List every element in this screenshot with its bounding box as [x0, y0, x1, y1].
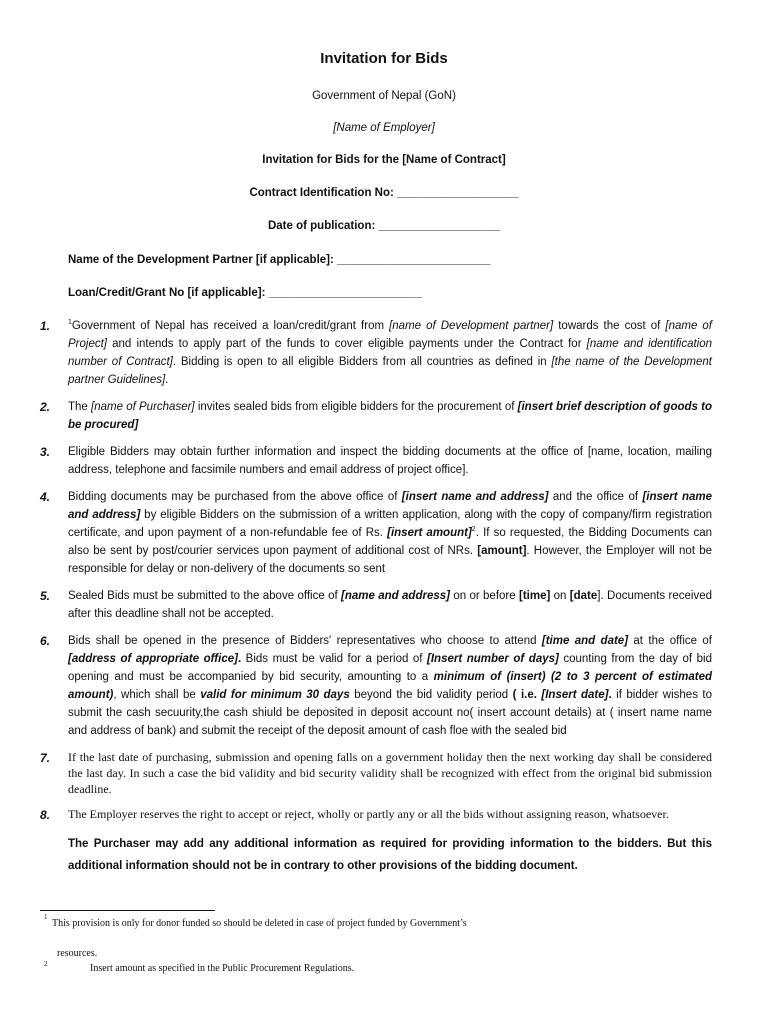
item-number: 6.: [40, 634, 51, 648]
footnote-1-text: This provision is only for donor funded so should be deleted in case of project funded by Government’s: [52, 918, 467, 929]
item-number: 8.: [40, 808, 51, 822]
footnote-divider: [40, 910, 215, 911]
document-title: Invitation for Bids: [320, 50, 448, 67]
item-text: Sealed Bids must be submitted to the above office of [name and address] on or before [time] on [date]. Documents received after this deadline shall not be accepted.: [68, 590, 712, 620]
item-number: 7.: [40, 751, 51, 765]
footnote-1-continued: resources.: [57, 948, 98, 959]
item-number: 4.: [40, 490, 51, 504]
footnote-2-mark: 2: [44, 960, 48, 968]
numbered-items: [40, 317, 712, 877]
loan-number-line: Loan/Credit/Grant No [if applicable]: ________________________: [68, 287, 423, 299]
item-8: [40, 806, 712, 824]
item-text: $^1$Government of Nepal has received a loan/credit/grant from [name of Development partner] towards the cost of [name of Project] and intends to apply part of the funds to cover eligible payments under the Contract for [name and identification number of Contract]. Bidding is open to all eligible Bidders from all countries as defined in [the name of the Development partner Guidelines].: [68, 319, 713, 386]
contract-id-line: Contract Identification No: ___________________: [249, 187, 519, 199]
item-text: Eligible Bidders may obtain further information and inspect the bidding documents at the office of [name, location, mailing address, telephone and facsimile numbers and email address of project office].: [68, 446, 712, 476]
item-3: [40, 443, 712, 479]
item-text: Bids shall be opened in the presence of Bidders' representatives who choose to attend [time and date] at the office of [address of appropriate office]. Bids must be valid for a period of [Insert number of days] counting from the day of bid opening and must be accompanied by bid security, amounting to a minimum of (insert) (2 to 3 percent of estimated amount), which shall be valid for minimum 30 days beyond the bid validity period ( i.e. [Insert date]. if bidder wishes to submit the cash secuurity,the cash shiuld be deposited in deposit account no( insert account details) at ( insert name name and address of bank) and submit the receipt of the deposit amount of cash floe with the sealed bid: [68, 635, 712, 737]
government-name: Government of Nepal (GoN): [312, 90, 456, 102]
item-2: [40, 398, 712, 434]
item-text: The [name of Purchaser] invites sealed bids from eligible bidders for the procurement of [insert brief description of goods to be procured]: [68, 401, 712, 431]
item-text: The Employer reserves the right to accept or reject, wholly or partly any or all the bids without assigning reason, whatsoever.: [68, 807, 669, 821]
item-number: 3.: [40, 445, 51, 459]
additional-information: The Purchaser may add any additional information as required for providing information to the bidders. But this additional information should not be in contrary to other provisions of the bidding document.: [68, 838, 712, 872]
ifb-contract-heading: Invitation for Bids for the [Name of Contract]: [262, 154, 506, 166]
item-text: Bidding documents may be purchased from the above office of [insert name and address] and the office of [insert name and address] by eligible Bidders on the submission of a written application, along with the copy of company/firm registration certificate, and upon payment of a non-refundable fee of Rs. [insert amount]$^2$. If so requested, the Bidding Documents can also be sent by post/courier services upon payment of additional cost of NRs. [amount]. However, the Employer will not be responsible for delay or non-delivery of the documents so sent: [68, 491, 713, 575]
item-number: 2.: [40, 400, 51, 414]
footnote-1-mark: 1: [44, 913, 48, 921]
item-number: 1.: [40, 319, 51, 333]
item-7: [40, 749, 712, 797]
item-6: [40, 632, 712, 740]
item-number: 5.: [40, 589, 51, 603]
development-partner-line: Name of the Development Partner [if applicable]: ________________________: [68, 254, 491, 266]
employer-name: [Name of Employer]: [333, 122, 435, 134]
publication-date-line: Date of publication: ___________________: [267, 220, 501, 232]
item-1: [40, 317, 712, 389]
footnote-2-text: Insert amount as specified in the Public Procurement Regulations.: [90, 963, 355, 974]
item-4: [40, 488, 712, 578]
item-5: [40, 587, 712, 623]
item-text: If the last date of purchasing, submission and opening falls on a government holiday then the next working day shall be considered the last day. In such a case the bid validity and bid security validity shall be recognized with effect from the original bid submission deadline.: [68, 750, 712, 796]
